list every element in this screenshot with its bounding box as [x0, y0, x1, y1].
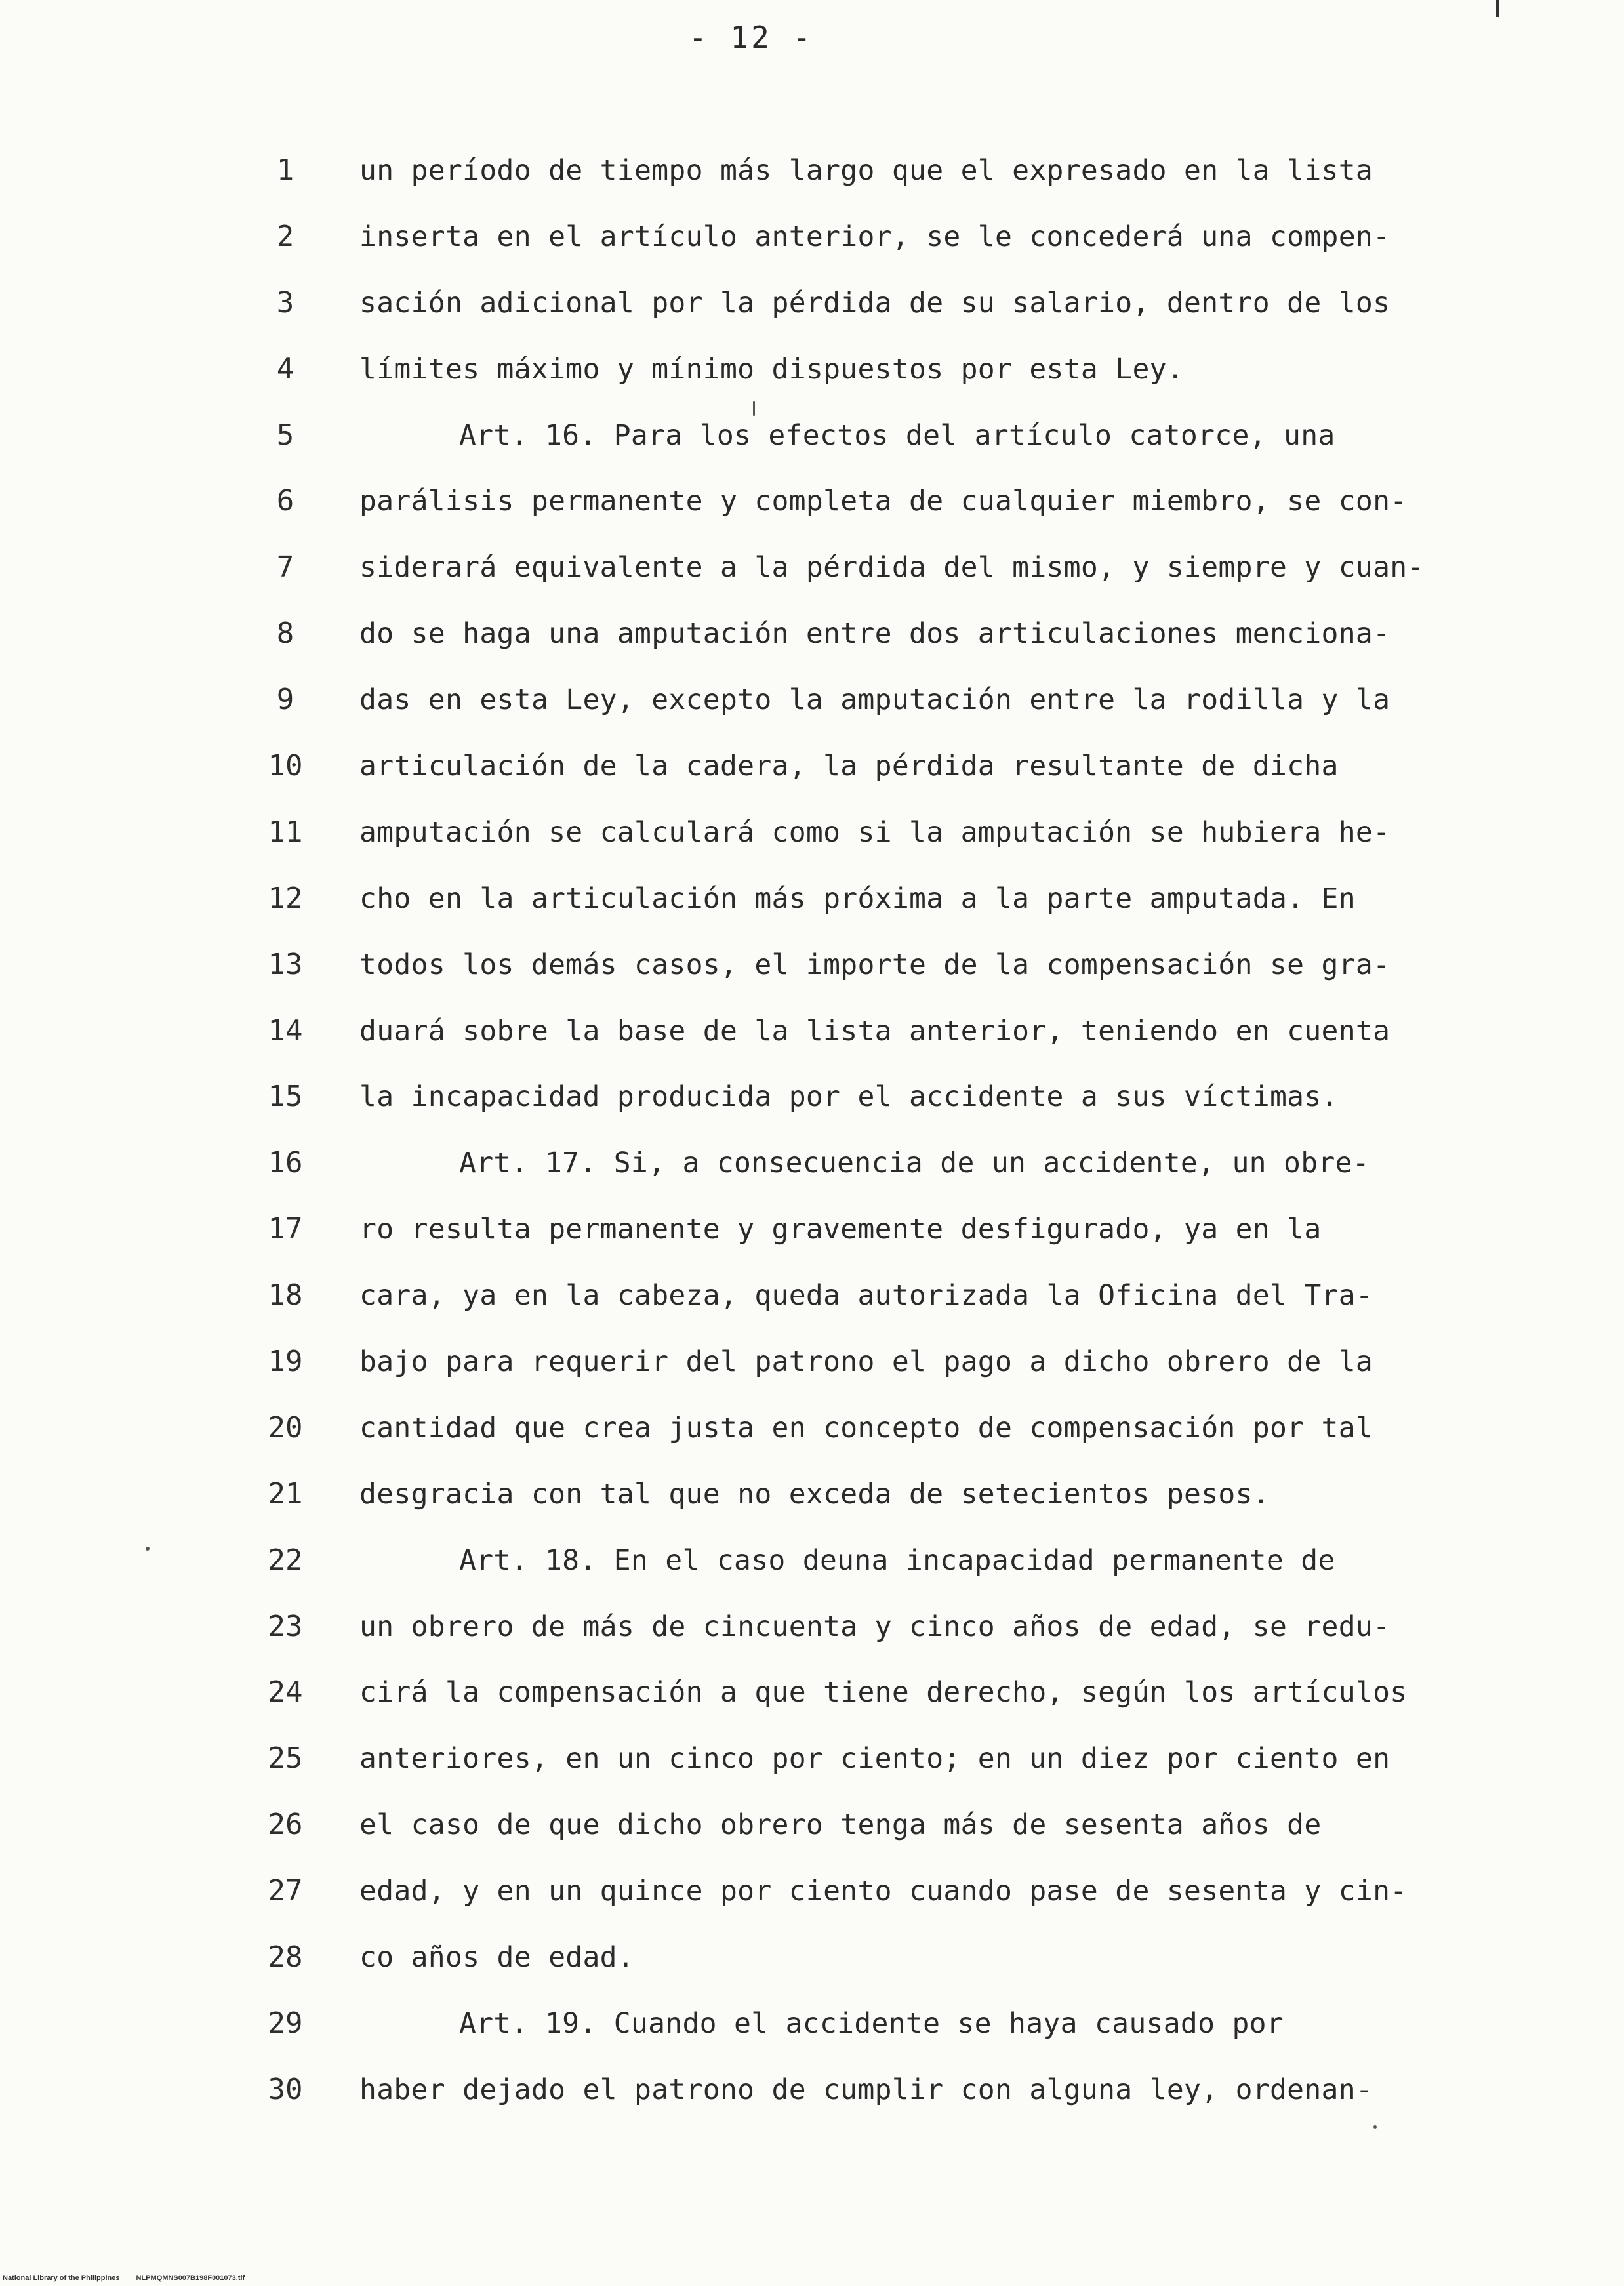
line-text: siderará equivalente a la pérdida del mismo, y siempre y cuan- [359, 551, 1425, 584]
text-line [0, 1660, 1624, 1726]
text-line [0, 1726, 1624, 1792]
line-text: Art. 16. Para los efectos del artículo catorce, una [459, 418, 1335, 452]
line-text: cara, ya en la cabeza, queda autorizada la Oficina del Tra- [359, 1279, 1373, 1313]
text-line [0, 601, 1624, 667]
line-number: 26 [268, 1808, 303, 1842]
line-text: parálisis permanente y completa de cualquier miembro, se con- [359, 485, 1408, 518]
line-text: ro resulta permanente y gravemente desfigurado, ya en la [359, 1213, 1322, 1246]
line-number: 22 [268, 1543, 303, 1577]
text-line [0, 1064, 1624, 1130]
line-number: 7 [276, 550, 294, 584]
line-text: cho en la articulación más próxima a la parte amputada. En [359, 882, 1356, 915]
footer-library: National Library of the Philippines [3, 2274, 120, 2282]
line-number: 18 [268, 1278, 303, 1313]
line-number: 16 [268, 1146, 303, 1180]
text-line [0, 138, 1624, 204]
scan-speck [146, 1547, 150, 1551]
text-line [0, 1395, 1624, 1461]
text-line [0, 998, 1624, 1065]
line-text: cantidad que crea justa en concepto de compensación por tal [359, 1411, 1373, 1444]
text-line [0, 1461, 1624, 1528]
line-number: 4 [276, 352, 294, 386]
line-number: 3 [276, 285, 294, 319]
text-line [0, 866, 1624, 932]
line-number: 12 [268, 881, 303, 915]
line-number: 15 [268, 1080, 303, 1114]
line-number: 28 [268, 1940, 303, 1974]
corner-mark [1496, 0, 1499, 17]
line-number: 1 [276, 153, 294, 187]
line-text: Art. 18. En el caso deuna incapacidad permanente de [459, 1543, 1335, 1577]
text-line [0, 1263, 1624, 1329]
line-number: 29 [268, 2006, 303, 2040]
text-line [0, 270, 1624, 337]
text-line [0, 1792, 1624, 1858]
text-line [0, 800, 1624, 866]
line-text: das en esta Ley, excepto la amputación entre la rodilla y la [359, 684, 1391, 717]
text-line [0, 468, 1624, 535]
line-text: haber dejado el patrono de cumplir con alguna ley, ordenan- [359, 2073, 1373, 2106]
line-text: el caso de que dicho obrero tenga más de sesenta años de [359, 1808, 1322, 1842]
line-number: 13 [268, 947, 303, 981]
scan-speck [753, 401, 755, 416]
page-number: - 12 - [689, 20, 814, 55]
line-text: amputación se calculará como si la amputación se hubiera he- [359, 815, 1391, 849]
text-line [0, 1991, 1624, 2057]
scan-footer [3, 2274, 245, 2282]
line-number: 17 [268, 1212, 303, 1246]
text-line [0, 932, 1624, 998]
text-line [0, 1329, 1624, 1395]
line-number: 19 [268, 1345, 303, 1379]
line-text: todos los demás casos, el importe de la compensación se gra- [359, 948, 1391, 981]
line-number: 14 [268, 1013, 303, 1048]
line-text: duará sobre la base de la lista anterior, teniendo en cuenta [359, 1014, 1391, 1048]
line-number: 20 [268, 1410, 303, 1444]
text-line [0, 535, 1624, 601]
line-number: 21 [268, 1477, 303, 1511]
line-number: 5 [276, 418, 294, 452]
line-text: inserta en el artículo anterior, se le concederá una compen- [359, 220, 1391, 253]
line-text: sación adicional por la pérdida de su salario, dentro de los [359, 286, 1391, 319]
text-line [0, 1858, 1624, 1925]
scan-speck [1373, 2125, 1377, 2129]
line-text: cirá la compensación a que tiene derecho, según los artículos [359, 1676, 1408, 1709]
text-line [0, 403, 1624, 469]
line-text: un período de tiempo más largo que el expresado en la lista [359, 154, 1373, 187]
footer-file-id: NLPMQMNS007B198F001073.tif [136, 2274, 245, 2282]
line-text: articulación de la cadera, la pérdida resultante de dicha [359, 750, 1339, 783]
line-number: 8 [276, 617, 294, 651]
text-line [0, 1594, 1624, 1660]
text-line [0, 337, 1624, 403]
line-text: Art. 19. Cuando el accidente se haya causado por [459, 2007, 1284, 2040]
line-text: desgracia con tal que no exceda de setecientos pesos. [359, 1477, 1270, 1511]
line-number: 2 [276, 219, 294, 253]
text-line [0, 1196, 1624, 1263]
text-line [0, 1528, 1624, 1594]
line-number: 23 [268, 1609, 303, 1643]
text-line [0, 1925, 1624, 1991]
line-number: 11 [268, 815, 303, 849]
line-number: 24 [268, 1675, 303, 1709]
line-number: 25 [268, 1742, 303, 1776]
line-text: co años de edad. [359, 1941, 635, 1974]
line-text: un obrero de más de cincuenta y cinco años de edad, se redu- [359, 1610, 1391, 1643]
line-number: 30 [268, 2072, 303, 2106]
line-number: 6 [276, 484, 294, 518]
line-text: edad, y en un quince por ciento cuando pase de sesenta y cin- [359, 1875, 1408, 1908]
text-line [0, 2057, 1624, 2123]
numbered-text-body [0, 138, 1624, 2123]
text-line [0, 667, 1624, 733]
line-text: límites máximo y mínimo dispuestos por esta Ley. [359, 352, 1185, 386]
line-number: 27 [268, 1874, 303, 1908]
text-line [0, 204, 1624, 270]
line-text: la incapacidad producida por el accidente a sus víctimas. [359, 1080, 1339, 1114]
line-text: do se haga una amputación entre dos articulaciones menciona- [359, 617, 1391, 651]
line-text: anteriores, en un cinco por ciento; en un diez por ciento en [359, 1742, 1391, 1776]
line-text: Art. 17. Si, a consecuencia de un accidente, un obre- [459, 1147, 1370, 1180]
line-text: bajo para requerir del patrono el pago a dicho obrero de la [359, 1345, 1373, 1379]
text-line [0, 1130, 1624, 1196]
line-number: 10 [268, 749, 303, 783]
text-line [0, 733, 1624, 800]
line-number: 9 [276, 683, 294, 717]
